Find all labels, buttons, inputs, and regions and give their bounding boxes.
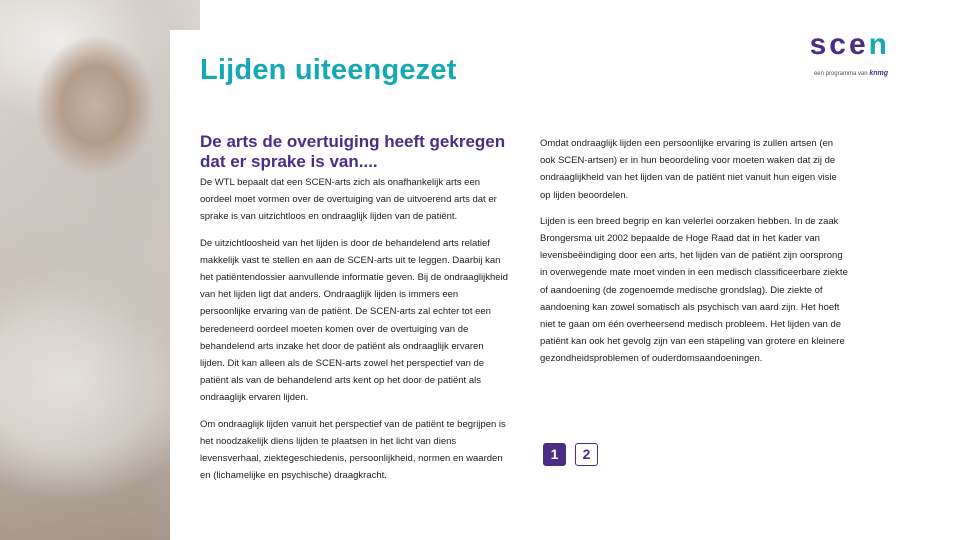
page-title: Lijden uiteengezet	[200, 54, 457, 86]
logo-subtitle: een programma van knmg	[813, 70, 888, 77]
knmg-logo: knmg	[869, 70, 888, 77]
paragraph: Om ondraaglijk lijden vanuit het perspectief van de patiënt te begrijpen is het noodzakelijk diens lijden te plaatsen in het licht van diens levensverhaal, ziektegeschiedenis, persoonlijkheid, normen en waarden en (lichamelijke en psychische) draagkracht.	[200, 418, 506, 482]
paragraph: De uitzichtloosheid van het lijden is door de behandelend arts relatief makkelijk vast te stellen en aan de SCEN-arts uit te leggen. Daarbij kan het patiëntendossier aanvullende informatie geven. Bij de ondraaglijkheid van het lijden ligt dat anders. Ondraaglijk lijden is immers een persoonlijke ervaring van de patiënt. De SCEN-arts zal echter tot een beredeneerd oordeel moeten komen over de overtuiging van de behandelend arts inzake het door de patiënt als ondraaglijk ervaren lijden. Dit kan alleen als de SCEN-arts zowel het perspectief van de patiënt als van de behandelend arts kent op het door de patiënt als ondraaglijk ervaren lijden.	[200, 237, 508, 404]
page-button-2[interactable]: 2	[575, 443, 598, 466]
section-heading: De arts de overtuiging heeft gekregen dat er sprake is van....	[200, 132, 506, 171]
pagination	[543, 443, 598, 466]
paragraph: De WTL bepaalt dat een SCEN-arts zich als onafhankelijk arts een oordeel moet vormen over de overtuiging van de uitvoerend arts dat er sprake is van uitzichtloos en ondraaglijk lijden van de patiënt.	[200, 177, 497, 223]
right-column	[540, 135, 850, 377]
logo-wordmark: scen	[809, 28, 890, 61]
left-column	[200, 132, 510, 493]
scen-logo	[796, 28, 896, 84]
page-button-1[interactable]: 1	[543, 443, 566, 466]
paragraph: Lijden is een breed begrip en kan velerlei oorzaken hebben. In de zaak Brongersma uit 2002 bepaalde de Hoge Raad dat in het kader van levensbeëindiging door een arts, het lijden van de patiënt zijn oorsprong in overwegende mate moet vinden in een medisch classificeerbare ziekte of aandoening (de zogenoemde medische grondslag). Die ziekte of aandoening kan zowel somatisch als psychisch van aard zijn. Het hoeft niet te gaan om één overheersend medisch probleem. Het lijden van de patiënt kan ook het gevolg zijn van een stapeling van grotere en kleinere gezondheidsproblemen of ouderdomsaandoeningen.	[540, 215, 848, 365]
paragraph: Omdat ondraaglijk lijden een persoonlijke ervaring is zullen artsen (en ook SCEN-artsen) er in hun beoordeling voor moeten waken dat zij de ondraaglijkheid van het lijden van de patiënt niet vanuit hun eigen visie op lijden beoordelen.	[540, 138, 837, 201]
